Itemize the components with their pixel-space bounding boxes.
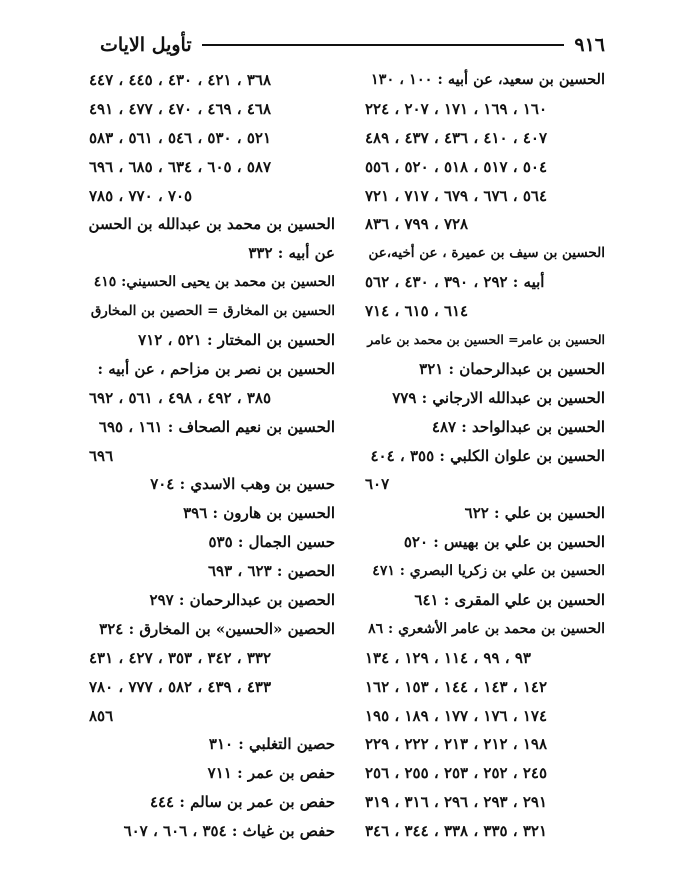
index-entry: الحسين بن عبدالواحد : ٤٨٧ — [431, 417, 605, 436]
right-column — [365, 66, 605, 846]
index-entry-continuation: ٧٠٥ ، ٧٧٠ ، ٧٨٥ — [89, 186, 193, 205]
index-entry: الحسين بن محمد بن يحيى الحسيني: ٤١٥ — [93, 274, 335, 291]
index-entry: الحسين بن هارون : ٣٩٦ — [183, 504, 335, 523]
index-entry: الحصين : ٦٢٣ ، ٦٩٣ — [208, 562, 335, 581]
index-entry: الحسين بن محمد بن عبدالله بن الحسن — [89, 215, 335, 234]
index-entry: الحسين بن علي : ٦٢٢ — [464, 504, 605, 523]
index-entry-continuation: ٨٥٦ — [89, 706, 114, 725]
index-entry-continuation: ٦١٤ ، ٦١٥ ، ٧١٤ — [365, 302, 469, 321]
index-entry-continuation: ٤٣٣ ، ٤٣٩ ، ٥٨٢ ، ٧٧٧ ، ٧٨٠ — [89, 677, 272, 696]
index-entry: الحسين بن نعيم الصحاف : ١٦١ ، ٦٩٥ — [98, 417, 335, 436]
index-entry: الحسين بن عبدالرحمان : ٣٢١ — [419, 359, 605, 378]
index-entry-continuation: ١٩٨ ، ٢١٢ ، ٢١٣ ، ٢٢٢ ، ٢٢٩ — [365, 735, 548, 754]
index-entry: حفص بن عمر بن سالم : ٤٤٤ — [149, 793, 335, 812]
page-header — [100, 30, 605, 60]
index-entry-continuation: ٦٠٧ — [365, 475, 390, 494]
index-entry-continuation: ٣٨٥ ، ٤٩٢ ، ٤٩٨ ، ٥٦١ ، ٦٩٢ — [89, 388, 272, 407]
index-entry: الحسين بن علي بن زكريا البصري : ٤٧١ — [372, 563, 605, 580]
book-title: تأويل الايات — [100, 34, 192, 56]
index-entry-continuation: ٣٢١ ، ٣٣٥ ، ٣٣٨ ، ٣٤٤ ، ٣٤٦ — [365, 822, 548, 841]
index-entry: حسين الجمال : ٥٣٥ — [208, 533, 335, 552]
index-entry: حفص بن عمر : ٧١١ — [207, 764, 335, 783]
index-entry-continuation: ١٧٤ ، ١٧٦ ، ١٧٧ ، ١٨٩ ، ١٩٥ — [365, 706, 548, 725]
index-entry-continuation: ٣٣٢ ، ٣٤٢ ، ٣٥٣ ، ٤٢٧ ، ٤٣١ — [89, 648, 272, 667]
index-entry: حفص بن غياث : ٣٥٤ ، ٦٠٦ ، ٦٠٧ — [123, 822, 335, 841]
index-entry: الحسين بن نصر بن مزاحم ، عن أبيه : — [97, 359, 335, 378]
index-entry-continuation: ١٤٢ ، ١٤٣ ، ١٤٤ ، ١٥٣ ، ١٦٢ — [365, 677, 548, 696]
index-entry-continuation: ٥٠٤ ، ٥١٧ ، ٥١٨ ، ٥٢٠ ، ٥٥٦ — [365, 157, 548, 176]
index-entry-continuation: ٦٩٦ — [89, 446, 114, 465]
index-entry-continuation: ٢٩١ ، ٢٩٣ ، ٢٩٦ ، ٣١٦ ، ٣١٩ — [365, 793, 548, 812]
index-entry: الحسين بن المختار : ٥٢١ ، ٧١٢ — [138, 331, 335, 350]
index-entry: الحسين بن علي المقرى : ٦٤١ — [414, 591, 605, 610]
index-entry: الحسين بن محمد بن عامر الأشعري : ٨٦ — [368, 620, 605, 637]
index-entry-continuation: ٩٣ ، ٩٩ ، ١١٤ ، ١٢٩ ، ١٣٤ — [365, 648, 531, 667]
index-entry: الحسين بن علي بن بهيس : ٥٢٠ — [403, 533, 605, 552]
index-entry: الحصين بن عبدالرحمان : ٢٩٧ — [149, 591, 335, 610]
index-entry: حسين بن وهب الاسدي : ٧٠٤ — [150, 475, 335, 494]
index-entry: حصين التغلبي : ٣١٠ — [208, 735, 335, 754]
index-entry-continuation: ٧٢٨ ، ٧٩٩ ، ٨٣٦ — [365, 215, 469, 234]
index-entry-continuation: ٥٦٤ ، ٦٧٦ ، ٦٧٩ ، ٧١٧ ، ٧٢١ — [365, 186, 548, 205]
left-column — [89, 66, 335, 846]
page-number: ٩١٦ — [574, 34, 605, 56]
index-entry-continuation: ١٦٠ ، ١٦٩ ، ١٧١ ، ٢٠٧ ، ٢٢٤ — [365, 99, 548, 118]
index-entry: الحسين بن عامر= الحسين بن محمد بن عامر — [367, 332, 605, 348]
header-rule — [202, 44, 565, 46]
index-entry-continuation: ٤٦٨ ، ٤٦٩ ، ٤٧٠ ، ٤٧٧ ، ٤٩١ — [89, 99, 272, 118]
index-entry-continuation: ٢٤٥ ، ٢٥٢ ، ٢٥٣ ، ٢٥٥ ، ٢٥٦ — [365, 764, 548, 783]
index-entry-continuation: ٣٦٨ ، ٤٢١ ، ٤٣٠ ، ٤٤٥ ، ٤٤٧ — [89, 71, 272, 89]
index-entry: الحسين بن سعيد، عن أبيه : ١٠٠ ، ١٣٠ — [370, 71, 605, 88]
index-entry: الحصين «الحسين» بن المخارق : ٣٢٤ — [99, 619, 335, 638]
index-entry-continuation: عن أبيه : ٣٣٢ — [248, 244, 335, 263]
index-entry-continuation: ٥٨٧ ، ٦٠٥ ، ٦٣٤ ، ٦٨٥ ، ٦٩٦ — [89, 157, 272, 176]
index-entry: الحسين بن المخارق = الحصين بن المخارق — [90, 303, 335, 320]
index-entry-continuation: ٤٠٧ ، ٤١٠ ، ٤٣٦ ، ٤٣٧ ، ٤٨٩ — [365, 128, 548, 147]
index-entry-continuation: أبيه : ٢٩٢ ، ٣٩٠ ، ٤٣٠ ، ٥٦٢ — [365, 273, 545, 292]
index-entry: الحسين بن سيف بن عميرة ، عن أخيه،عن — [368, 245, 605, 262]
index-entry: الحسين بن عبدالله الارجاني : ٧٧٩ — [392, 388, 605, 407]
index-entry: الحسين بن علوان الكلبي : ٣٥٥ ، ٤٠٤ — [370, 446, 605, 465]
index-entry-continuation: ٥٢١ ، ٥٣٠ ، ٥٤٦ ، ٥٦١ ، ٥٨٣ — [89, 128, 272, 147]
